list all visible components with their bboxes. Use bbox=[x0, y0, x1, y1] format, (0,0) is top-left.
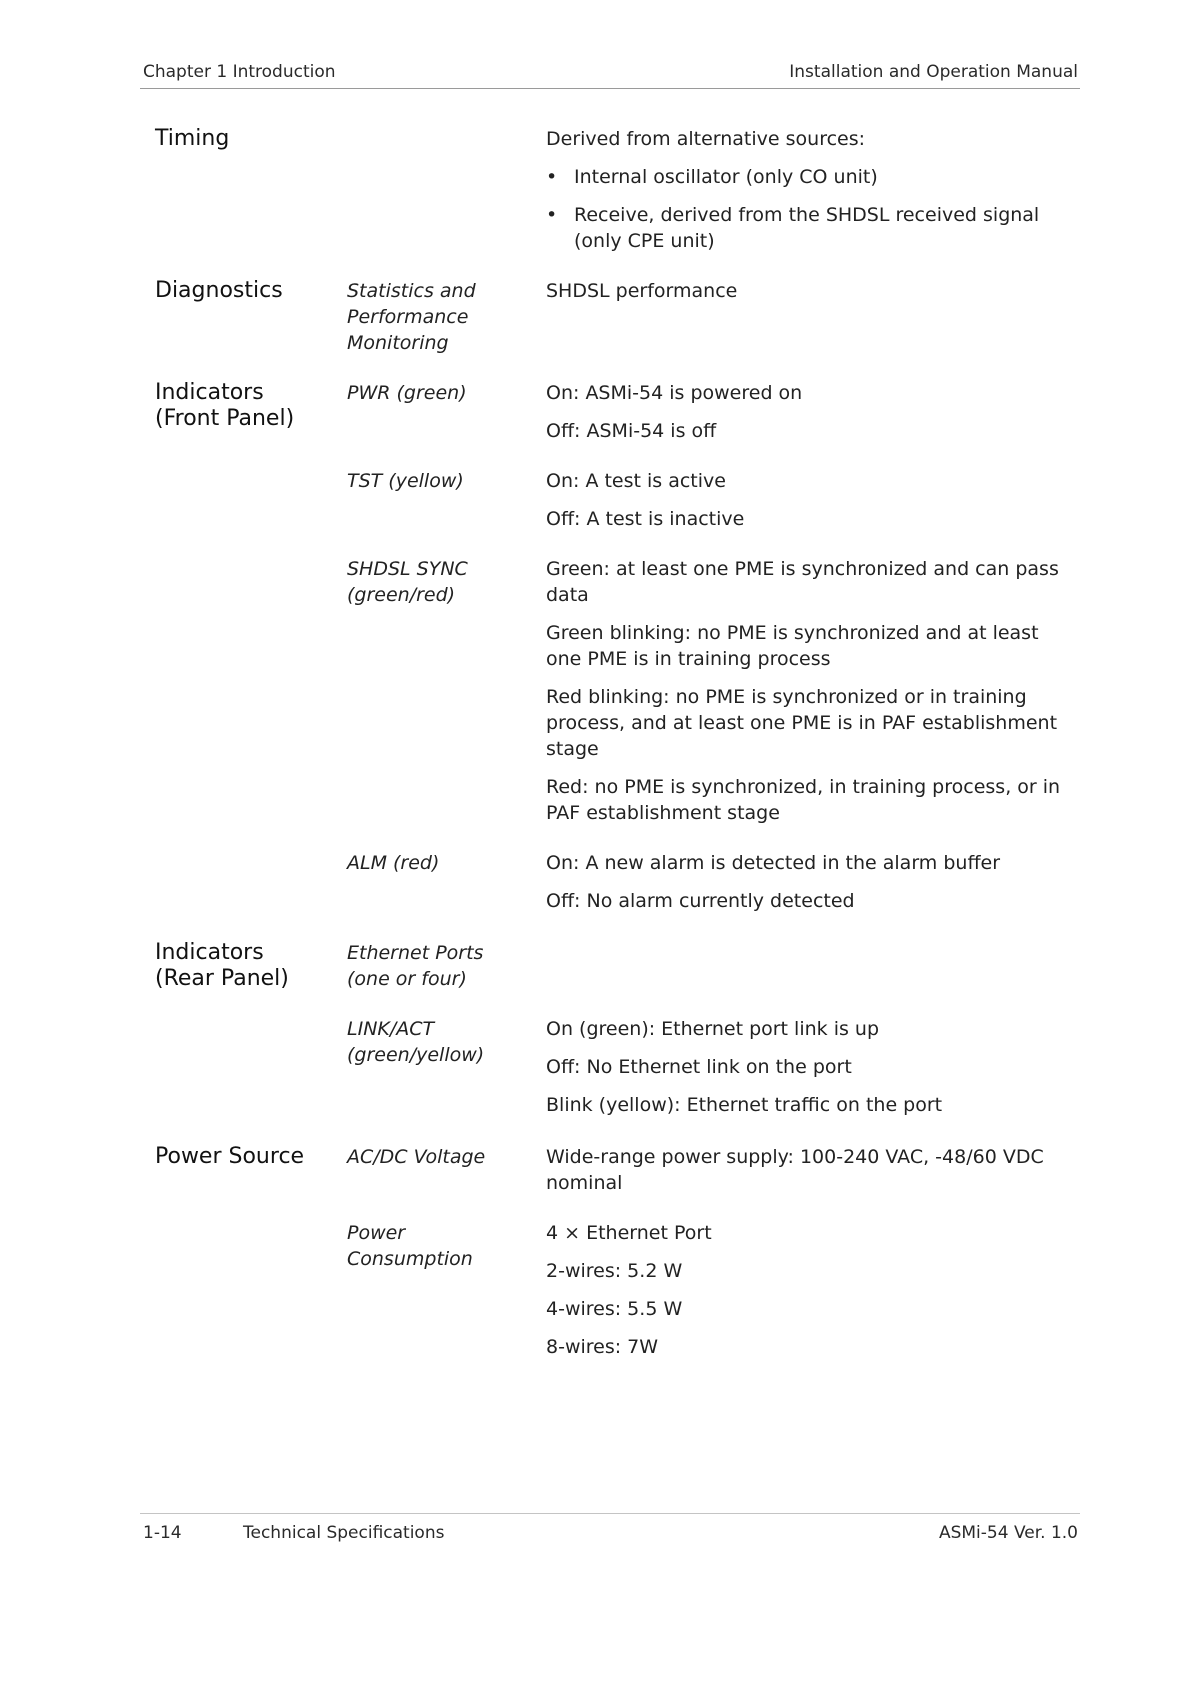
alm-off: Off: No alarm currently detected bbox=[546, 890, 855, 912]
chapter-title: Chapter 1 Introduction bbox=[143, 62, 336, 82]
sync-desc-red-blink: Red blinking: no PME is synchronized or in training process, and at least one PME is in PAF establishment stage bbox=[546, 686, 1058, 760]
diagnostics-desc: SHDSL performance bbox=[546, 280, 738, 302]
sync-desc-red: Red: no PME is synchronized, in training process, or in PAF establishment stage bbox=[546, 776, 1061, 824]
timing-bullet-text: Receive, derived from the SHDSL received signal (only CPE unit) bbox=[574, 204, 1040, 252]
bullet-icon: • bbox=[546, 166, 558, 188]
category-diagnostics: Diagnostics bbox=[155, 278, 283, 303]
link-on: On (green): Ethernet port link is up bbox=[546, 1018, 880, 1040]
timing-bullet bbox=[546, 164, 1066, 190]
category-indicators-rear: Indicators (Rear Panel) bbox=[155, 940, 289, 991]
pwr-label: PWR (green) bbox=[347, 382, 467, 404]
link-blink: Blink (yellow): Ethernet traffic on the port bbox=[546, 1094, 943, 1116]
timing-bullet bbox=[546, 202, 1066, 254]
footer-divider bbox=[140, 1513, 1080, 1514]
page-number: 1-14 bbox=[143, 1523, 182, 1543]
page-header bbox=[143, 62, 1078, 82]
category-power-source: Power Source bbox=[155, 1144, 305, 1169]
timing-intro: Derived from alternative sources: bbox=[546, 128, 866, 150]
consumption-8wire: 8-wires: 7W bbox=[546, 1336, 659, 1358]
pwr-off: Off: ASMi-54 is off bbox=[546, 420, 717, 442]
voltage-label: AC/DC Voltage bbox=[347, 1146, 486, 1168]
bullet-icon: • bbox=[546, 204, 558, 226]
ethernet-ports-label: Ethernet Ports (one or four) bbox=[347, 942, 484, 990]
manual-title: Installation and Operation Manual bbox=[789, 62, 1078, 82]
link-act-label: LINK/ACT (green/yellow) bbox=[347, 1018, 485, 1066]
alm-on: On: A new alarm is detected in the alarm buffer bbox=[546, 852, 1001, 874]
sync-desc-green: Green: at least one PME is synchronized and can pass data bbox=[546, 558, 1059, 606]
consumption-4wire: 4-wires: 5.5 W bbox=[546, 1298, 683, 1320]
tst-on: On: A test is active bbox=[546, 470, 726, 492]
product-version: ASMi-54 Ver. 1.0 bbox=[938, 1523, 1078, 1543]
consumption-label: Power Consumption bbox=[347, 1222, 473, 1270]
sync-desc-green-blink: Green blinking: no PME is synchronized and at least one PME is in training process bbox=[546, 622, 1039, 670]
consumption-ports: 4 × Ethernet Port bbox=[546, 1222, 712, 1244]
timing-bullet-text: Internal oscillator (only CO unit) bbox=[574, 166, 878, 188]
page-footer bbox=[143, 1523, 1078, 1543]
diagnostics-sub: Statistics and Performance Monitoring bbox=[347, 280, 476, 354]
alm-label: ALM (red) bbox=[347, 852, 440, 874]
header-divider bbox=[140, 88, 1080, 89]
pwr-on: On: ASMi-54 is powered on bbox=[546, 382, 803, 404]
link-off: Off: No Ethernet link on the port bbox=[546, 1056, 852, 1078]
footer-section: Technical Specifications bbox=[243, 1523, 445, 1543]
sync-label: SHDSL SYNC (green/red) bbox=[347, 558, 468, 606]
tst-off: Off: A test is inactive bbox=[546, 508, 745, 530]
tst-label: TST (yellow) bbox=[347, 470, 464, 492]
voltage-desc: Wide-range power supply: 100-240 VAC, -48/60 VDC nominal bbox=[546, 1146, 1044, 1194]
consumption-2wire: 2-wires: 5.2 W bbox=[546, 1260, 683, 1282]
category-indicators-front: Indicators (Front Panel) bbox=[155, 380, 295, 431]
category-timing: Timing bbox=[155, 126, 230, 151]
